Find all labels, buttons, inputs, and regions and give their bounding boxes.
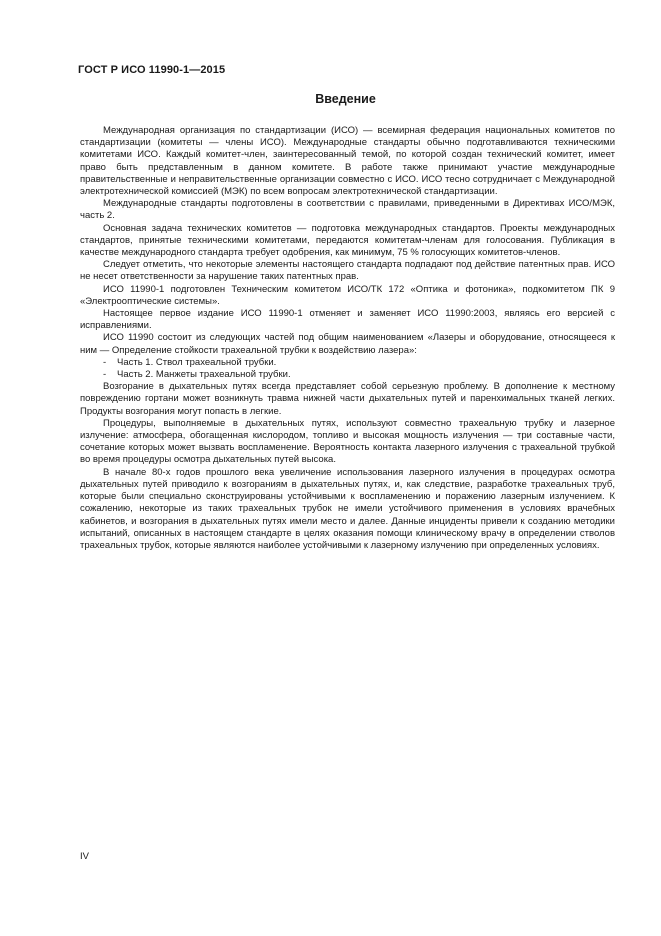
paragraph: Следует отметить, что некоторые элементы настоящего стандарта подпадают под действие патентных прав. ИСО не несет ответственности за нарушение таких патентных прав. [80, 259, 615, 283]
paragraph: В начале 80-х годов прошлого века увеличение использования лазерного излучения в процедурах осмотра дыхательных путей приводило к возгораниям в дыхательных путях, и, как следствие, разработке трахеальных труб, которые были специально сконструированы устойчивыми к воспламенению и поражению лазерным излучением. К сожалению, некоторые из таких трахеальных трубок не имели устойчивого применения в условиях врачебных кабинетов, и возгорания в дыхательных путях имели место и далее. Данные инциденты привели к созданию методики испытаний, описанных в настоящем стандарте в целях оказания помощи клиническому врачу в определении стволов трахеальных трубок, которые являются наиболее устойчивыми к лазерному излучению при определенных условиях. [80, 466, 615, 551]
paragraph: Возгорание в дыхательных путях всегда представляет собой серьезную проблему. В дополнение к местному повреждению гортани может возникнуть травма нижней части дыхательных путей и паренхимальных тканей легких. Продукты возгорания могут попасть в легкие. [80, 381, 615, 417]
paragraph: Настоящее первое издание ИСО 11990-1 отменяет и заменяет ИСО 11990:2003, являясь его версией с исправлениями. [80, 308, 615, 332]
document-header: ГОСТ Р ИСО 11990-1—2015 [78, 64, 226, 76]
paragraph: Международная организация по стандартизации (ИСО) — всемирная федерация национальных комитетов по стандартизации (комитеты — члены ИСО). Международные стандарты обычно подготавливаются техническими комитетами ИСО. Каждый комитет-член, заинтересованный темой, по которой создан технический комитет, имеет право быть представленным в данном комитете. В работе также принимают участие международные правительственные и неправительственные организации совместно с ИСО. ИСО тесно сотрудничает с Международной электротехнической комиссией (МЭК) по всем вопросам электротехнической стандартизации. [80, 125, 615, 198]
page-number: IV [80, 851, 89, 862]
list-dash: - [103, 356, 107, 368]
document-body [80, 125, 615, 552]
list-item-text: Часть 1. Ствол трахеальной трубки. [117, 356, 277, 368]
paragraph: Основная задача технических комитетов — подготовка международных стандартов. Проекты международных стандартов, принятые техническими комитетами, передаются комитетам-членам для голосования. Публикация в качестве международного стандарта требует одобрения, как минимум, 75 % голосующих комитетов-членов. [80, 222, 615, 259]
list-item-text: Часть 2. Манжеты трахеальной трубки. [117, 369, 291, 381]
list-dash: - [103, 369, 107, 381]
paragraph: ИСО 11990-1 подготовлен Техническим комитетом ИСО/ТК 172 «Оптика и фотоника», подкомитетом ПК 9 «Электрооптические системы». [80, 283, 615, 307]
paragraph: Международные стандарты подготовлены в соответствии с правилами, приведенными в Директивах ИСО/МЭК, часть 2. [80, 198, 615, 222]
paragraph: ИСО 11990 состоит из следующих частей под общим наименованием «Лазеры и оборудование, относящееся к ним — Определение стойкости трахеальной трубки к воздействию лазера»: [80, 332, 615, 356]
page-title: Введение [315, 92, 376, 106]
list-item [80, 357, 615, 369]
paragraph: Процедуры, выполняемые в дыхательных путях, используют совместно трахеальную трубку и лазерное излучение: атмосфера, обогащенная кислородом, топливо и высокая мощность излучения — три составные части, сочетание которых может вызвать воспламенение. Вероятность контакта лазерного излучения с трахеальной трубкой во время процедуры осмотра дыхательных путей высока. [80, 417, 615, 466]
list-item [80, 369, 615, 381]
